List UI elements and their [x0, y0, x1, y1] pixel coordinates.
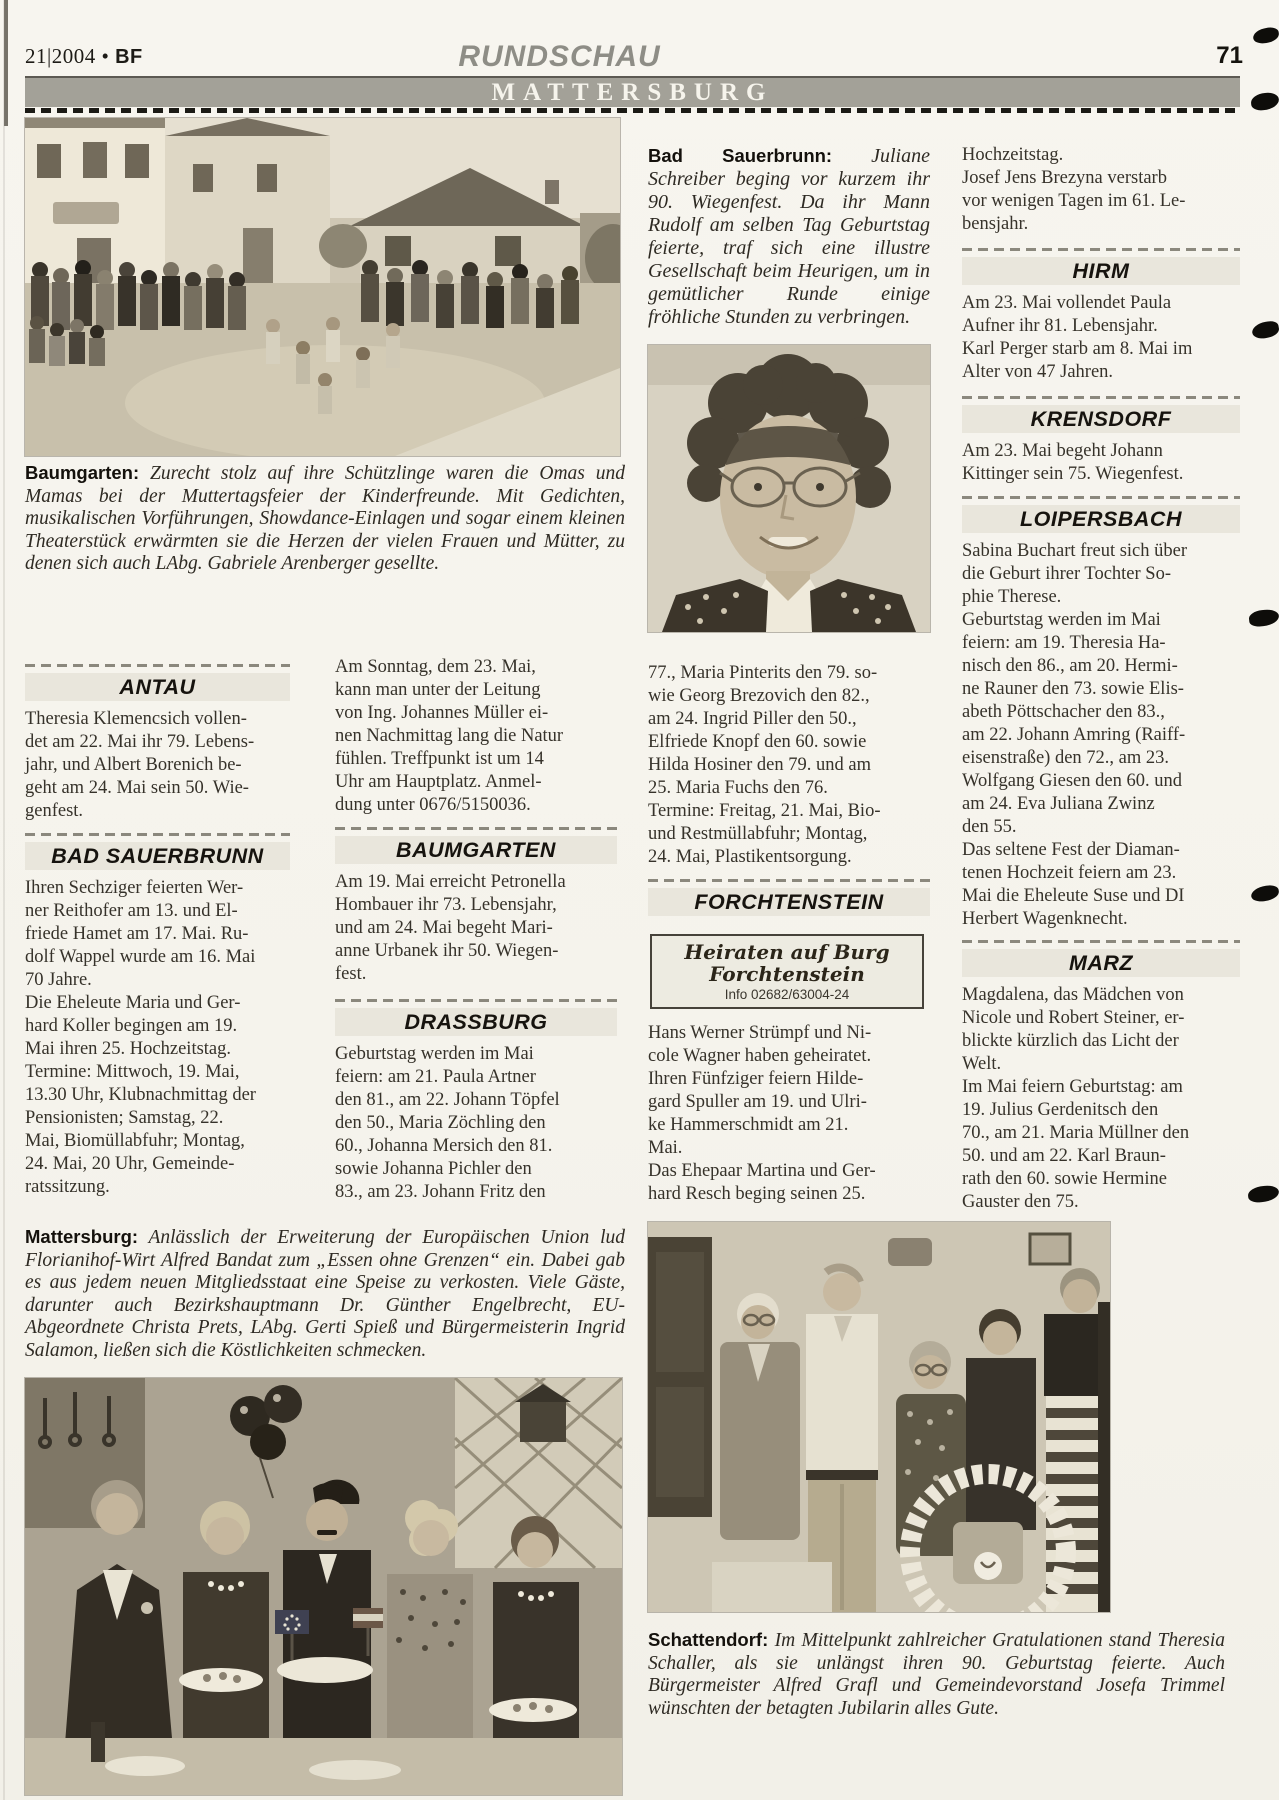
section-body-drassburg: Geburtstag werden im Mai feiern: am 21. Paula Artner den 81., am 22. Johann Töpfel den 50., Maria Zöchling den 60., Johanna Mersich den 81. sowie Johanna Pichler den 83., am 23. Johann Fritz den [335, 1044, 560, 1202]
ad-info-line: Info 02682/63004-24 [724, 987, 850, 1002]
scanner-mark [1248, 608, 1279, 627]
section-header-forchtenstein: FORCHTENSTEIN [648, 888, 930, 916]
issue-number: 21|2004 [25, 44, 96, 68]
scanner-mark [1251, 320, 1279, 340]
mattersburg-photo [25, 1378, 622, 1795]
section-dashed-rule [648, 879, 930, 882]
brand-label: BF [115, 46, 143, 68]
scanner-mark [1250, 884, 1279, 903]
section-hirm [962, 248, 1240, 384]
section-body-bad-sauerbrunn: Ihren Sechziger feierten Wer- ner Reithofer am 13. und El- friede Hamet am 17. Mai. Ru- dolf Wappel wurde am 16. Mai 70 Jahre. Die Eheleute Maria und Ger- hard Koller begingen am 19. Mai ihren 25. Hochzeitstag. Termine: Mittwoch, 19. Mai, 13.30 Uhr, Klubnachmittag der Pensionisten; Samstag, 22. Mai, Biomüllabfuhr; Montag, 24. Mai, 20 Uhr, Gemeinde- ratssitzung. [25, 878, 256, 1197]
banner-dashed-rule [25, 108, 1240, 113]
mattersburg-caption-lead: Mattersburg: [25, 1226, 139, 1247]
schattendorf-caption-text: Im Mittelpunkt zahlreicher Gratulationen stand Theresia Schaller, als sie unlängst ihren 90. Geburtstag feierte. Auch Bürgermeister Alfred Grafl und Gemeindevorstand Josefa Trimmel wünschten der betagten Jubilarin alles Gute. [648, 1630, 1226, 1719]
section-header-drassburg: DRASSBURG [335, 1008, 617, 1036]
section-body-antau: Theresia Klemencsich vollen- det am 22. Mai ihr 79. Lebens- jahr, und Albert Borenich be- geht am 24. Mai sein 50. Wie- genfest. [25, 709, 255, 821]
section-bad-sauerbrunn [25, 833, 290, 1199]
section-body-baumgarten: Am 19. Mai erreicht Petronella Hombauer ihr 73. Lebensjahr, und am 24. Mai begeht Mari- anne Urbanek ihr 50. Wiegen- fest. [335, 872, 566, 984]
issue-separator: • [101, 44, 110, 68]
section-header-loipersbach: LOIPERSBACH [962, 505, 1240, 533]
scanner-mark [1247, 1185, 1279, 1204]
section-body-marz: Magdalena, das Mädchen von Nicole und Robert Steiner, er- blickte kürzlich das Licht der Welt. Im Mai feiern Geburtstag: am 19. Julius Gerdenitsch den 70., am 21. Maria Müllner den 50. und am 22. Karl Braun- rath den 60. sowie Hermine Gauster den 75. [962, 985, 1190, 1212]
section-header-baumgarten: BAUMGARTEN [335, 836, 617, 864]
section-dashed-rule [962, 940, 1240, 943]
section-antau [25, 664, 290, 823]
bad-sauerbrunn-photo [648, 345, 930, 632]
section-marz [962, 940, 1240, 1214]
section-dashed-rule [962, 496, 1240, 499]
section-header-antau: ANTAU [25, 673, 290, 701]
forchtenstein-body: Hans Werner Strümpf und Ni- cole Wagner haben geheiratet. Ihren Fünfziger feiern Hilde- gard Spuller am 19. und Ulri- ke Hammerschmidt am 21. Mai. Das Ehepaar Martina und Ger- hard Resch beging seinen 25. [648, 1023, 876, 1204]
baumgarten-caption-lead: Baumgarten: [25, 462, 140, 483]
bad-sauerbrunn-intro-text: Juliane Schreiber beging vor kurzem ihr 90. Wiegenfest. Da ihr Mann Rudolf am selben Tag Geburtstag feierte, traf sich eine illustre Gesellschaft beim Heurigen, um in gemütlicher Runde einige fröhliche Stunden zu verbringen. [648, 145, 930, 328]
mattersburg-caption [25, 1226, 625, 1363]
section-forchtenstein [648, 879, 930, 916]
ad-line-2: Forchtenstein [709, 962, 865, 986]
section-krensdorf [962, 396, 1240, 486]
scanner-mark [1250, 92, 1279, 111]
scan-edge-line [3, 0, 5, 1800]
region-banner [25, 76, 1240, 107]
page-number: 71 [1216, 42, 1243, 69]
group-with-plates-illustration [25, 1378, 622, 1795]
section-dashed-rule [335, 999, 617, 1002]
birthday-group-illustration [648, 1222, 1110, 1612]
section-dashed-rule [25, 833, 290, 836]
section-header-marz: MARZ [962, 949, 1240, 977]
section-baumgarten [335, 827, 617, 986]
issue-label [25, 44, 143, 69]
drassburg-continued-body: 77., Maria Pinterits den 79. so- wie Georg Brezovich den 82., am 24. Ingrid Piller den 50., Elfriede Knopf den 60. sowie Hilda Hosiner den 79. und am 25. Maria Fuchs den 76. Termine: Freitag, 21. Mai, Bio- und Restmüllabfuhr; Montag, 24. Mai, Plastikentsorgung. [648, 663, 881, 867]
section-body-krensdorf: Am 23. Mai begeht Johann Kittinger sein 75. Wiegenfest. [962, 441, 1184, 484]
section-dashed-rule [962, 396, 1240, 399]
schattendorf-caption-lead: Schattendorf: [648, 1629, 769, 1650]
schattendorf-photo [648, 1222, 1110, 1612]
baumgarten-photo [25, 118, 620, 456]
scanner-mark [1252, 26, 1279, 44]
baumgarten-caption-text: Zurecht stolz auf ihre Schützlinge waren die Omas und Mamas bei der Muttertagsfeier der Kinderfreunde. Mit Gedichten, musikalischen Vorführungen, Showdance-Einlagen und sogar einem kleinen Theaterstück erwärmten sie die Herzen der vielen Frauen und Mütter, zu denen sich auch LAbg. Gabriele Arenberger gesellte. [25, 463, 626, 575]
bad-sauerbrunn-intro [648, 144, 930, 329]
section-dashed-rule [962, 248, 1240, 251]
region-banner-label: MATTERSBURG [491, 79, 774, 106]
section-body-hirm: Am 23. Mai vollendet Paula Aufner ihr 81. Lebensjahr. Karl Perger starb am 8. Mai im Alter von 47 Jahren. [962, 293, 1193, 382]
section-header-bad-sauerbrunn: BAD SAUERBRUNN [25, 842, 290, 870]
masthead-title: RUNDSCHAU [458, 40, 661, 73]
portrait-illustration [648, 345, 930, 632]
column-4 [962, 144, 1240, 1214]
section-dashed-rule [25, 664, 290, 667]
loipersbach-continued-body: Hochzeitstag. Josef Jens Brezyna verstarb vor wenigen Tagen im 61. Le- bensjahr. [962, 145, 1186, 234]
section-dashed-rule [335, 827, 617, 830]
antau-event-note: Am Sonntag, dem 23. Mai, kann man unter der Leitung von Ing. Johannes Müller ei- nen Nachmittag lang die Natur fühlen. Treffpunkt ist um 14 Uhr am Hauptplatz. Anmel- dung unter 0676/5150036. [335, 657, 564, 815]
forchtenstein-ad-box [650, 934, 924, 1009]
column-1 [25, 664, 290, 1199]
section-header-hirm: HIRM [962, 257, 1240, 285]
column-3 [648, 662, 930, 1206]
baumgarten-caption [25, 462, 625, 576]
mattersburg-caption-text: Anlässlich der Erweiterung der Europäischen Union lud Florianihof-Wirt Alfred Bandat zum „Essen ohne Grenzen“ ein. Dabei gab es aus jedem neuen Mitgliedsstaat eine Speise zu verkosten. Viele Gäste, darunter auch Bezirkshauptmann Dr. Günther Engelbrecht, EU-Abgeordnete Christa Prets, LAbg. Gerti Spieß und Bürgermeisterin Ingrid Salamon, ließen sich die Köstlichkeiten schmecken. [25, 1227, 625, 1361]
schattendorf-caption [648, 1629, 1225, 1720]
ad-line-1: Heiraten auf Burg [684, 940, 890, 964]
bad-sauerbrunn-intro-lead: Bad Sauerbrunn: [648, 145, 833, 166]
section-loipersbach [962, 496, 1240, 931]
section-body-loipersbach: Sabina Buchart freut sich über die Geburt ihrer Tochter So- phie Therese. Geburtstag werden im Mai feiern: am 19. Theresia Ha- nisch den 86., am 20. Hermi- ne Rauner den 73. sowie Elis- abeth Pöttschacher den 83., am 22. Johann Amring (Raiff- eisenstraße) den 72., am 23. Wolfgang Giesen den 60. und am 24. Eva Juliana Zwinz den 55. Das seltene Fest der Diaman- tenen Hochzeit feiern am 23. Mai die Eheleute Suse und DI Herbert Wagenknecht. [962, 541, 1188, 929]
section-header-krensdorf: KRENSDORF [962, 405, 1240, 433]
crowd-scene-illustration [25, 118, 620, 456]
section-drassburg [335, 999, 617, 1204]
column-2 [335, 656, 617, 1204]
